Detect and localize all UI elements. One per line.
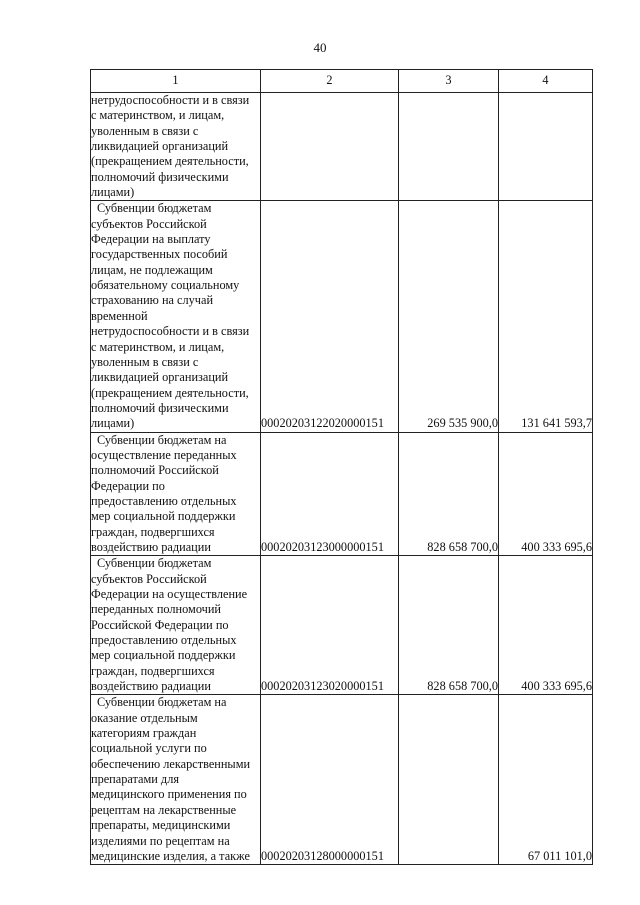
description-line: мер социальной поддержки [91, 509, 236, 524]
description-line: Федерации на выплату [91, 232, 211, 247]
description-line: субъектов Российской [91, 216, 207, 231]
column-header: 3 [399, 70, 499, 93]
description-line: осуществление переданных [91, 447, 237, 462]
description-line: ликвидацией организаций [91, 370, 229, 385]
description-line: нетрудоспособности и в связи [91, 324, 250, 339]
description-line: Федерации на осуществление [91, 587, 248, 601]
row-description [91, 93, 261, 201]
row-fact-amount: 67 011 101,0 [499, 695, 593, 865]
row-fact-amount: 400 333 695,6 [499, 432, 593, 556]
description-line: мер социальной поддержки [91, 648, 236, 663]
row-plan-amount: 828 658 700,0 [399, 432, 499, 556]
description-line: категориям граждан [91, 726, 197, 741]
description-line: оказание отдельным [91, 710, 198, 725]
description-line: граждан, подвергшихся [91, 663, 215, 678]
description-line: ликвидацией организаций [91, 139, 229, 154]
description-line: полномочий физическими [91, 169, 229, 184]
description-line: Субвенции бюджетам на [97, 695, 227, 710]
description-line: обязательному социальному [91, 278, 240, 293]
description-line: изделиями по рецептам на [91, 833, 230, 848]
description-line: Российской Федерации по [91, 617, 229, 632]
description-line: временной [91, 308, 148, 323]
row-description [91, 695, 261, 865]
description-line: уволенным в связи с [91, 123, 199, 138]
description-line: Субвенции бюджетам на [97, 432, 227, 447]
row-code: 00020203123000000151 [261, 432, 399, 556]
description-line: полномочий Российской [91, 463, 219, 478]
description-line: воздействию радиации [91, 539, 211, 554]
page-number: 40 [313, 40, 327, 55]
row-plan-amount: 828 658 700,0 [399, 556, 499, 695]
column-header: 2 [261, 70, 399, 93]
description-line: Субвенции бюджетам [97, 201, 212, 216]
description-line: медицинского применения по [91, 787, 247, 802]
description-line: обеспечению лекарственными [91, 756, 251, 771]
description-line: лицам, не подлежащим [91, 262, 213, 277]
table-row [91, 93, 593, 201]
row-description [91, 432, 261, 556]
table-row [91, 432, 593, 556]
description-line: Федерации по [91, 478, 165, 493]
row-code: 00020203123020000151 [261, 556, 399, 695]
description-line: (прекращением деятельности, [91, 154, 249, 169]
description-line: социальной услуги по [91, 741, 207, 756]
description-line: (прекращением деятельности, [91, 385, 249, 400]
row-code [261, 93, 399, 201]
description-line: препаратами для [91, 772, 179, 787]
description-line: лицами) [91, 416, 135, 431]
table-header-row [91, 70, 593, 93]
description-line: переданных полномочий [91, 602, 221, 617]
budget-table [90, 69, 593, 865]
description-line: предоставлению отдельных [91, 633, 237, 648]
table-row [91, 201, 593, 432]
description-line: Субвенции бюджетам [97, 556, 212, 571]
row-plan-amount [399, 93, 499, 201]
description-line: воздействию радиации [91, 679, 211, 694]
description-line: с материнством, и лицам, [91, 339, 225, 354]
description-line: субъектов Российской [91, 571, 207, 586]
row-description [91, 556, 261, 695]
description-line: рецептам на лекарственные [91, 802, 237, 817]
row-plan-amount [399, 695, 499, 865]
table-row [91, 556, 593, 695]
description-line: нетрудоспособности и в связи [91, 93, 250, 107]
description-line: полномочий физическими [91, 400, 229, 415]
row-code: 00020203128000000151 [261, 695, 399, 865]
row-fact-amount: 131 641 593,7 [499, 201, 593, 432]
description-line: уволенным в связи с [91, 354, 199, 369]
row-description [91, 201, 261, 432]
description-line: граждан, подвергшихся [91, 524, 215, 539]
row-code: 00020203122020000151 [261, 201, 399, 432]
row-fact-amount [499, 93, 593, 201]
description-line: предоставлению отдельных [91, 493, 237, 508]
description-line: страхованию на случай [91, 293, 214, 308]
column-header: 1 [91, 70, 261, 93]
table-row [91, 695, 593, 865]
description-line: лицами) [91, 185, 135, 200]
description-line: с материнством, и лицам, [91, 108, 225, 123]
column-header: 4 [499, 70, 593, 93]
description-line: медицинские изделия, а также [91, 848, 250, 863]
row-plan-amount: 269 535 900,0 [399, 201, 499, 432]
description-line: государственных пособий [91, 247, 228, 262]
description-line: препараты, медицинскими [91, 818, 231, 833]
row-fact-amount: 400 333 695,6 [499, 556, 593, 695]
